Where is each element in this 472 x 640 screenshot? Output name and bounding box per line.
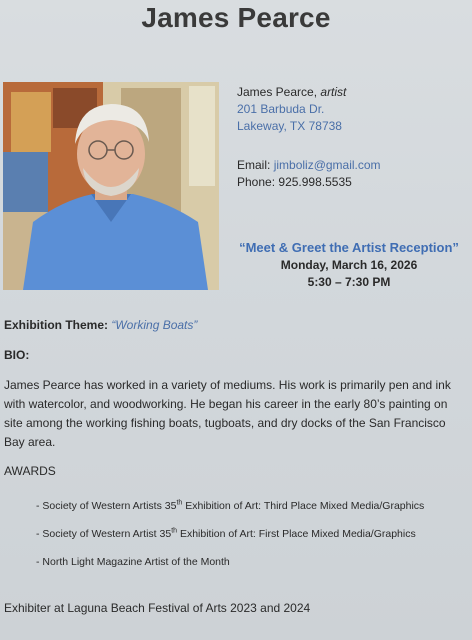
- email-label: Email:: [237, 158, 271, 172]
- award-item: - Society of Western Artists 35th Exhibition of Art: Third Place Mixed Media/Graphics: [36, 499, 425, 512]
- city-address: Lakeway, TX 78738: [237, 119, 342, 133]
- theme-label: Exhibition Theme:: [4, 318, 109, 332]
- artist-portrait-image: [3, 82, 219, 290]
- email-line: [237, 157, 381, 174]
- award-item: - North Light Magazine Artist of the Month: [36, 556, 230, 568]
- phone-line: [237, 174, 381, 191]
- awards-heading: AWARDS: [4, 464, 56, 478]
- artist-photo: [3, 82, 219, 290]
- artist-role: artist: [320, 85, 347, 99]
- exhibition-theme: [4, 318, 197, 332]
- artist-name: James Pearce,: [237, 85, 318, 99]
- footer-note: Exhibiter at Laguna Beach Festival of Arts 2023 and 2024: [4, 601, 311, 615]
- phone-label: Phone:: [237, 175, 276, 189]
- page-title: James Pearce: [141, 2, 331, 33]
- awards-list: [36, 492, 424, 576]
- contact-block: [237, 84, 381, 191]
- theme-value: “Working Boats”: [111, 318, 198, 332]
- award-item: - Society of Western Artist 35th Exhibition of Art: First Place Mixed Media/Graphics: [36, 527, 416, 540]
- artist-name-line: [237, 84, 381, 101]
- reception-block: [226, 240, 472, 289]
- bio-heading: BIO:: [4, 348, 30, 362]
- bio-text: James Pearce has worked in a variety of mediums. His work is primarily pen and ink with watercolor, and woodworking. He began his career in the early 80’s painting on site among the working fishing boats, tugboats, and dry docks of the San Francisco Bay area.: [4, 378, 451, 449]
- reception-date: Monday, March 16, 2026: [280, 258, 418, 272]
- phone-number: 925.998.5535: [278, 175, 352, 189]
- street-address: 201 Barbuda Dr.: [237, 102, 325, 116]
- reception-time: 5:30 – 7:30 PM: [307, 275, 391, 289]
- reception-title: “Meet & Greet the Artist Reception”: [239, 240, 459, 255]
- email-address[interactable]: jimboliz@gmail.com: [273, 158, 381, 172]
